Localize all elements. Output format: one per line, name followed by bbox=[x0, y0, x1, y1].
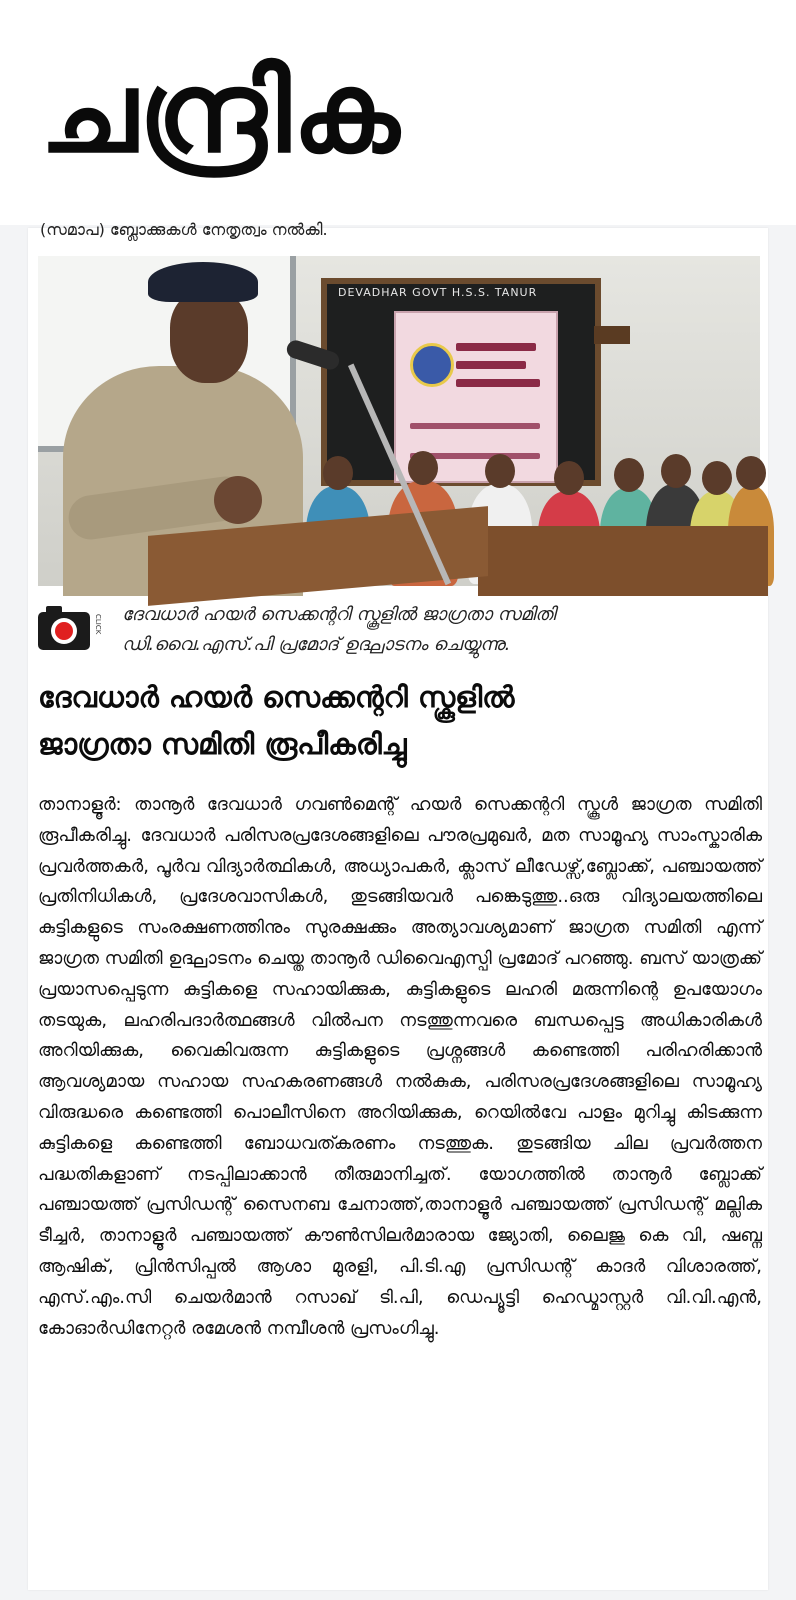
photo-officer-cap bbox=[148, 262, 258, 302]
banner-logo-icon bbox=[410, 343, 454, 387]
banner-line bbox=[456, 379, 540, 387]
banner-line bbox=[410, 423, 540, 429]
caption-line-2: ഡി.വൈ.എസ്.പി പ്രമോദ് ഉദ്ഘാടനം ചെയ്യുന്നു. bbox=[122, 634, 511, 655]
cut-off-text: (സമാപ) ബ്ലോക്കുകൾ നേതൃത്വം നൽകി. bbox=[40, 220, 328, 239]
article-body: താനാളൂർ: താനൂർ ദേവധാർ ഗവൺമെന്റ് ഹയർ സെക്കന്ററി സ്കൂൾ ജാഗ്രത സമിതി രൂപീകരിച്ചു. ദേവധാർ പരിസരപ്രദേശങ്ങളിലെ പൗരപ്രമുഖർ, മത സാമൂഹ്യ സാംസ്കാരിക പ്രവർത്തകർ, പൂർവ വിദ്യാർത്ഥികൾ, അധ്യാപകർ, ക്ലാസ് ലീഡേഴ്സ്,ബ്ലോക്ക്, പഞ്ചായത്ത് പ്രതിനിധികൾ, പ്രദേശവാസികൾ, തുടങ്ങിയവർ പങ്കെടുത്തു..ഒരു വിദ്യാലയത്തിലെ കുട്ടികളുടെ സംരക്ഷണത്തിനും സുരക്ഷക്കും അത്യാവശ്യമാണ് ജാഗ്രത സമിതി എന്ന് ജാഗ്രത സമിതി ഉദ്ഘാടനം ചെയ്ത താനൂർ ഡിവൈഎസ്പി പ്രമോദ് പറഞ്ഞു. ബസ് യാത്രക്ക് പ്രയാസപ്പെടുന്ന കുട്ടികളെ സഹായിക്കുക, കുട്ടികളുടെ ലഹരി മരുന്നിന്റെ ഉപയോഗം തടയുക, ലഹരിപദാർത്ഥങ്ങൾ വിൽപന നടത്തുന്നവരെ ബന്ധപ്പെട്ട അധികാരികൾ അറിയിക്കുക, വൈകിവരുന്ന കുട്ടികളുടെ പ്രശ്നങ്ങൾ കണ്ടെത്തി പരിഹരിക്കാൻ ആവശ്യമായ സഹായ സഹകരണങ്ങൾ നൽകുക, പരിസരപ്രദേശങ്ങളിലെ സാമൂഹ്യ വിരുദ്ധരെ കണ്ടെത്തി പൊലീസിനെ അറിയിക്കുക, റെയിൽവേ പാളം മുറിച്ചു കിടക്കുന്ന കുട്ടികളെ കണ്ടെത്തി ബോധവത്കരണം നടത്തുക. തുടങ്ങിയ ചില പ്രവർത്തന പദ്ധതികളാണ് നടപ്പിലാക്കാൻ തീരുമാനിച്ചത്. യോഗത്തിൽ താനൂർ ബ്ലോക്ക് പഞ്ചായത്ത് പ്രസിഡന്റ് സൈനബ ചേനാത്ത്,താനാളൂർ പഞ്ചായത്ത് പ്രസിഡന്റ് മല്ലിക ടീച്ചർ, താനാളൂർ പഞ്ചായത്ത് കൗൺസിലർമാരായ ജ്യോതി, ലൈജു കെ വി, ഷബ്ന ആഷിക്, പ്രിൻസിപ്പൽ ആശാ മുരളി, പി.ടി.എ പ്രസിഡന്റ് കാദർ വിശാരത്ത്, എസ്.എം.സി ചെയർമാൻ റസാഖ് ടി.പി, ഡെപ്യൂട്ടി ഹെഡ്മാസ്റ്റർ വി.വി.എൻ, കോഓർഡിനേറ്റർ രമേശൻ നമ്പീശൻ പ്രസംഗിച്ചു. bbox=[38, 794, 762, 1339]
masthead bbox=[0, 0, 796, 225]
caption-text bbox=[122, 600, 762, 660]
newspaper-title: ചന്ദ്രിക bbox=[40, 48, 402, 178]
photo-sign bbox=[594, 326, 630, 344]
caption-line-1: ദേവധാർ ഹയർ സെക്കന്ററി സ്കൂളിൽ ജാഗ്രതാ സമിതി bbox=[122, 604, 556, 625]
photo-table bbox=[478, 526, 768, 596]
photo-caption bbox=[38, 600, 760, 662]
camera-icon-label: CLICK bbox=[94, 614, 102, 635]
camera-icon bbox=[38, 604, 100, 652]
news-photo bbox=[38, 256, 760, 586]
photo-officer-hand bbox=[214, 476, 262, 524]
banner-line bbox=[456, 361, 526, 369]
news-clipping bbox=[28, 220, 768, 1590]
article-headline bbox=[38, 674, 762, 768]
photo-board-label: DEVADHAR GOVT H.S.S. TANUR bbox=[338, 286, 538, 299]
banner-line bbox=[456, 343, 536, 351]
headline-line-2: ജാഗ്രതാ സമിതി രൂപീകരിച്ചു bbox=[38, 727, 407, 761]
headline-line-1: ദേവധാർ ഹയർ സെക്കന്ററി സ്കൂളിൽ bbox=[38, 680, 515, 714]
cut-off-text-line bbox=[40, 220, 740, 242]
photo-officer-head bbox=[170, 291, 248, 383]
